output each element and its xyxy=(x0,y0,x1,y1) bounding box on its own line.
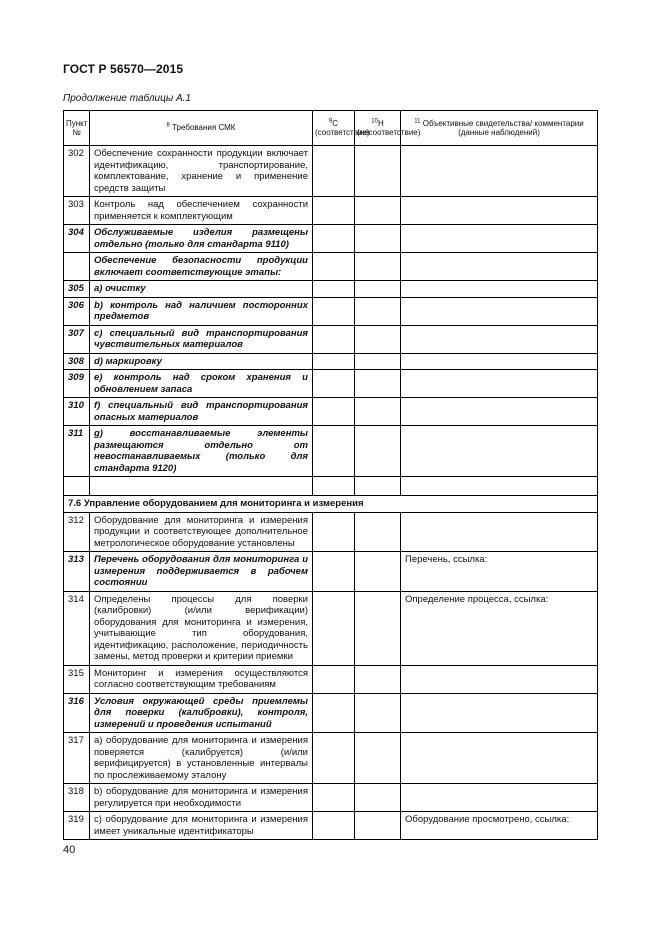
evidence-cell xyxy=(401,426,598,477)
row-requirement: Обеспечение безопасности продукции включает соответствующие этапы: xyxy=(90,253,313,281)
evidence-cell xyxy=(401,693,598,733)
nonconformity-cell xyxy=(355,512,401,552)
row-number: 313 xyxy=(64,552,90,592)
table-row xyxy=(64,146,598,197)
evidence-cell xyxy=(401,398,598,426)
row-number: 302 xyxy=(64,146,90,197)
evidence-cell xyxy=(401,370,598,398)
nonconformity-cell xyxy=(355,552,401,592)
row-number: 307 xyxy=(64,325,90,353)
table-row xyxy=(64,512,598,552)
table-row xyxy=(64,353,598,370)
table-row xyxy=(64,297,598,325)
table-row-empty xyxy=(64,477,598,496)
conformity-cell xyxy=(313,325,355,353)
row-requirement: d) маркировку xyxy=(90,353,313,370)
row-number: 318 xyxy=(64,784,90,812)
nonconformity-cell xyxy=(355,426,401,477)
row-number xyxy=(64,477,90,496)
nonconformity-cell xyxy=(355,477,401,496)
row-number: 310 xyxy=(64,398,90,426)
table-row xyxy=(64,812,598,840)
conformity-cell xyxy=(313,426,355,477)
header-nonconformity: $^{10}$Н (несоответствие) xyxy=(355,111,401,146)
row-number xyxy=(64,253,90,281)
header-conformity: $^9$С (соответствие) xyxy=(313,111,355,146)
row-requirement: Оборудование для мониторинга и измерения продукции и соответствующее дополнительное метрологическое оборудование установлены xyxy=(90,512,313,552)
row-requirement: Мониторинг и измерения осуществляются согласно соответствующим требованиям xyxy=(90,665,313,693)
row-number: 304 xyxy=(64,225,90,253)
row-requirement xyxy=(90,477,313,496)
row-number: 317 xyxy=(64,733,90,784)
nonconformity-cell xyxy=(355,665,401,693)
row-requirement: b) контроль над наличием посторонних предметов xyxy=(90,297,313,325)
header-item-number: Пункт № xyxy=(64,111,90,146)
table-row xyxy=(64,197,598,225)
row-requirement: e) контроль над сроком хранения и обновлением запаса xyxy=(90,370,313,398)
table-row xyxy=(64,733,598,784)
row-number: 315 xyxy=(64,665,90,693)
evidence-cell xyxy=(401,477,598,496)
row-number: 316 xyxy=(64,693,90,733)
row-requirement: Контроль над обеспечением сохранности применяется к комплектующим xyxy=(90,197,313,225)
nonconformity-cell xyxy=(355,370,401,398)
evidence-cell xyxy=(401,733,598,784)
evidence-cell: Определение процесса, ссылка: xyxy=(401,591,598,665)
conformity-cell xyxy=(313,281,355,298)
nonconformity-cell xyxy=(355,325,401,353)
row-number: 305 xyxy=(64,281,90,298)
row-requirement: Условия окружающей среды приемлемы для поверки (калибровки), контроля, измерений и проведения испытаний xyxy=(90,693,313,733)
row-requirement: c) оборудование для мониторинга и измерения имеет уникальные идентификаторы xyxy=(90,812,313,840)
page-number: 40 xyxy=(63,844,76,856)
table-row xyxy=(64,398,598,426)
table-row xyxy=(64,281,598,298)
conformity-cell xyxy=(313,693,355,733)
nonconformity-cell xyxy=(355,197,401,225)
row-requirement: c) специальный вид транспортирования чувствительных материалов xyxy=(90,325,313,353)
row-number: 311 xyxy=(64,426,90,477)
table-row xyxy=(64,784,598,812)
row-number: 319 xyxy=(64,812,90,840)
evidence-cell xyxy=(401,253,598,281)
evidence-cell xyxy=(401,197,598,225)
section-title: 7.6 Управление оборудованием для мониторинга и измерения xyxy=(64,496,598,513)
table-row xyxy=(64,426,598,477)
evidence-cell xyxy=(401,325,598,353)
document-title: ГОСТ Р 56570—2015 xyxy=(63,62,184,76)
conformity-cell xyxy=(313,733,355,784)
row-number: 308 xyxy=(64,353,90,370)
nonconformity-cell xyxy=(355,281,401,298)
row-number: 306 xyxy=(64,297,90,325)
nonconformity-cell xyxy=(355,591,401,665)
conformity-cell xyxy=(313,353,355,370)
header-evidence: $^{11}$ Объективные свидетельства/ комментарии (данные наблюдений) xyxy=(401,111,598,146)
evidence-cell xyxy=(401,146,598,197)
table-row xyxy=(64,665,598,693)
row-requirement: Обеспечение сохранности продукции включает идентификацию, транспортирование, комплектование, хранение и применение средств защиты xyxy=(90,146,313,197)
conformity-cell xyxy=(313,477,355,496)
row-number: 303 xyxy=(64,197,90,225)
table-header-row xyxy=(64,111,598,146)
row-number: 314 xyxy=(64,591,90,665)
nonconformity-cell xyxy=(355,253,401,281)
table-row xyxy=(64,552,598,592)
conformity-cell xyxy=(313,812,355,840)
row-requirement: Перечень оборудования для мониторинга и измерения поддерживается в рабочем состоянии xyxy=(90,552,313,592)
conformity-cell xyxy=(313,665,355,693)
nonconformity-cell xyxy=(355,297,401,325)
conformity-cell xyxy=(313,398,355,426)
table-continuation-label: Продолжение таблицы А.1 xyxy=(63,93,191,104)
conformity-cell xyxy=(313,512,355,552)
conformity-cell xyxy=(313,197,355,225)
table-row xyxy=(64,325,598,353)
table-row xyxy=(64,693,598,733)
nonconformity-cell xyxy=(355,733,401,784)
nonconformity-cell xyxy=(355,784,401,812)
header-requirements: $^8$ Требования СМК xyxy=(90,111,313,146)
row-requirement: f) специальный вид транспортирования опасных материалов xyxy=(90,398,313,426)
conformity-cell xyxy=(313,146,355,197)
section-row xyxy=(64,496,598,513)
nonconformity-cell xyxy=(355,693,401,733)
conformity-cell xyxy=(313,253,355,281)
evidence-cell xyxy=(401,353,598,370)
row-requirement: Определены процессы для поверки (калибровки) (и/или верификации) оборудования для мониторинга и измерения, учитывающие тип оборудования, идентификацию, расположение, периодичность замены, метод проверки и критерии приемки xyxy=(90,591,313,665)
evidence-cell: Перечень, ссылка: xyxy=(401,552,598,592)
conformity-cell xyxy=(313,297,355,325)
row-requirement: g) восстанавливаемые элементы размещаются отдельно от невостанавливаемых (только для стандарта 9120) xyxy=(90,426,313,477)
nonconformity-cell xyxy=(355,353,401,370)
table-row xyxy=(64,370,598,398)
table-row xyxy=(64,225,598,253)
nonconformity-cell xyxy=(355,225,401,253)
row-requirement: Обслуживаемые изделия размещены отдельно (только для стандарта 9110) xyxy=(90,225,313,253)
conformity-cell xyxy=(313,370,355,398)
evidence-cell xyxy=(401,281,598,298)
requirements-table xyxy=(63,110,598,840)
conformity-cell xyxy=(313,784,355,812)
row-requirement: a) очистку xyxy=(90,281,313,298)
evidence-cell xyxy=(401,665,598,693)
row-requirement: a) оборудование для мониторинга и измерения поверяется (калибруется) (и/или верифицируется) в установленные интервалы по прослеживаемому эталону xyxy=(90,733,313,784)
row-number: 309 xyxy=(64,370,90,398)
table-row xyxy=(64,253,598,281)
conformity-cell xyxy=(313,225,355,253)
evidence-cell: Оборудование просмотрено, ссылка: xyxy=(401,812,598,840)
row-requirement: b) оборудование для мониторинга и измерения регулируется при необходимости xyxy=(90,784,313,812)
nonconformity-cell xyxy=(355,812,401,840)
evidence-cell xyxy=(401,784,598,812)
evidence-cell xyxy=(401,512,598,552)
conformity-cell xyxy=(313,552,355,592)
evidence-cell xyxy=(401,225,598,253)
nonconformity-cell xyxy=(355,398,401,426)
nonconformity-cell xyxy=(355,146,401,197)
evidence-cell xyxy=(401,297,598,325)
table-row xyxy=(64,591,598,665)
row-number: 312 xyxy=(64,512,90,552)
conformity-cell xyxy=(313,591,355,665)
